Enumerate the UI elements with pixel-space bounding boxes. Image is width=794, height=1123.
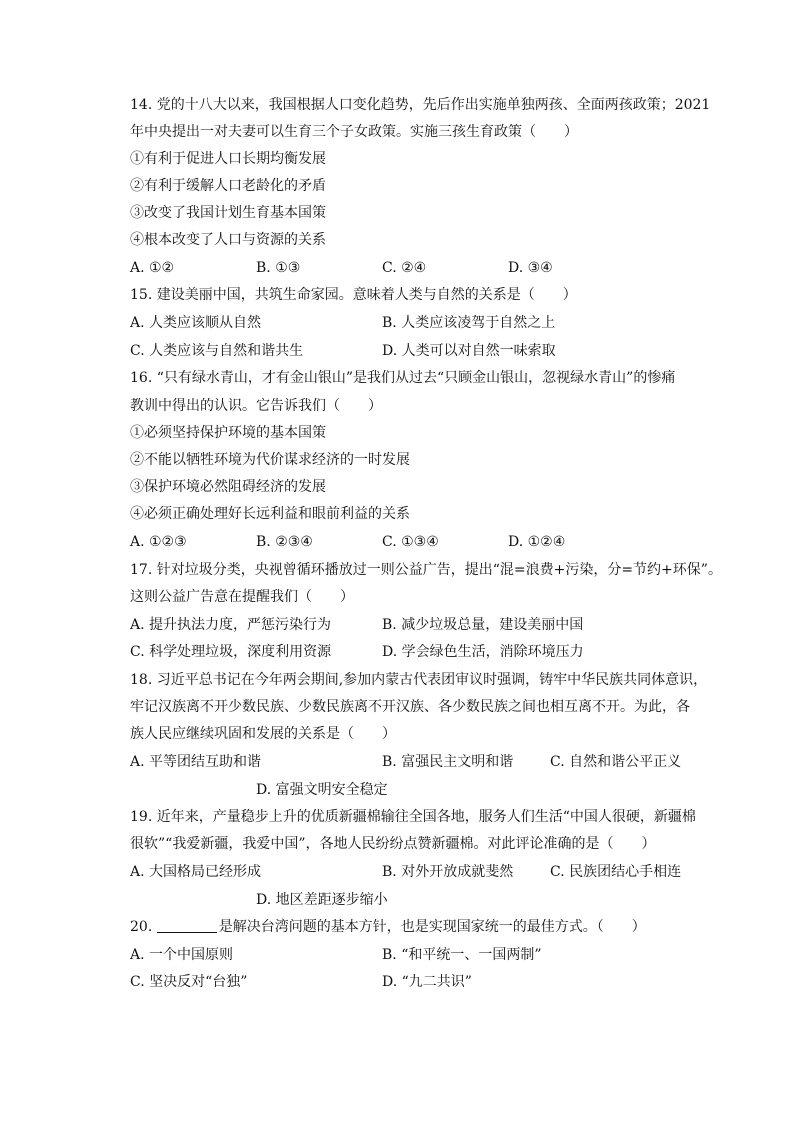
q19-option-d: D. 地区差距逐步缩小 <box>256 892 388 908</box>
q20-stem-line1 <box>130 917 646 937</box>
q14-option-d: D. ③④ <box>508 260 553 276</box>
q15-option-b: B. 人类应该凌驾于自然之上 <box>382 315 556 331</box>
q15-option-c: C. 人类应该与自然和谐共生 <box>130 343 304 359</box>
q20-option-c: C. 坚决反对“台独” <box>130 974 248 990</box>
q18-stem-line2: 牢记汉族离不开少数民族、少数民族离不开汉族、各少数民族之间也相互离不开。为此，各 <box>130 699 690 715</box>
q16-option-b: B. ②③④ <box>256 534 313 550</box>
q18-option-b: B. 富强民主文明和谐 <box>382 754 514 770</box>
q20-number: 20. <box>130 919 157 935</box>
q17-stem-line1: 17. 针对垃圾分类，央视曾循环播放过一则公益广告，提出“混=浪费+污染，分=节约+环保”。 <box>130 562 722 578</box>
q17-option-a: A. 提升执法力度，严惩污染行为 <box>130 617 332 633</box>
q14-item-1: ①有利于促进人口长期均衡发展 <box>130 151 326 167</box>
q14-option-b: B. ①③ <box>256 260 301 276</box>
q17-option-b: B. 减少垃圾总量，建设美丽中国 <box>382 617 584 633</box>
q18-option-c: C. 自然和谐公平正义 <box>550 754 682 770</box>
q17-stem-line2: 这则公益广告意在提醒我们（ ） <box>130 589 354 605</box>
q14-item-2: ②有利于缓解人口老龄化的矛盾 <box>130 178 326 194</box>
q16-item-4: ④必须正确处理好长远利益和眼前利益的关系 <box>130 506 410 522</box>
q20-option-a: A. 一个中国原则 <box>130 947 234 963</box>
q20-option-b: B. “和平统一、一国两制” <box>382 947 542 963</box>
q19-stem-line1: 19. 近年来，产量稳步上升的优质新疆棉输往全国各地，服务人们生活“中国人很硬，新疆棉 <box>130 809 696 825</box>
q16-stem-line1: 16. “只有绿水青山，才有金山银山”是我们从过去“只顾金山银山，忽视绿水青山”的惨痛 <box>130 370 676 386</box>
q14-option-c: C. ②④ <box>382 260 427 276</box>
q20-answer-blank <box>157 918 217 933</box>
q16-item-2: ②不能以牺牲环境为代价谋求经济的一时发展 <box>130 452 410 468</box>
q20-option-d: D. “九二共识” <box>382 974 472 990</box>
q15-stem-line1: 15. 建设美丽中国，共筑生命家园。意味着人类与自然的关系是（ ） <box>130 287 577 303</box>
q19-option-b: B. 对外开放成就斐然 <box>382 864 514 880</box>
q14-item-3: ③改变了我国计划生育基本国策 <box>130 205 326 221</box>
q16-option-d: D. ①②④ <box>508 534 566 550</box>
q14-option-a: A. ①② <box>130 260 175 276</box>
q16-option-c: C. ①③④ <box>382 534 439 550</box>
q20-stem-text: 是解决台湾问题的基本方针，也是实现国家统一的最佳方式。（ ） <box>218 919 646 935</box>
q19-stem-line2: 很软”“我爱新疆，我爱中国”，各地人民纷纷点赞新疆棉。对此评论准确的是（ ） <box>130 836 656 852</box>
q16-item-3: ③保护环境必然阻碍经济的发展 <box>130 479 326 495</box>
q17-option-d: D. 学会绿色生活，消除环境压力 <box>382 644 584 660</box>
q14-stem-line1: 14. 党的十八大以来，我国根据人口变化趋势，先后作出实施单独两孩、全面两孩政策；2021 <box>130 97 711 113</box>
q14-item-4: ④根本改变了人口与资源的关系 <box>130 232 326 248</box>
q18-option-a: A. 平等团结互助和谐 <box>130 754 262 770</box>
q16-item-1: ①必须坚持保护环境的基本国策 <box>130 425 326 441</box>
q19-option-c: C. 民族团结心手相连 <box>550 864 682 880</box>
q16-stem-line2: 教训中得出的认识。它告诉我们（ ） <box>130 398 382 414</box>
q15-option-a: A. 人类应该顺从自然 <box>130 315 262 331</box>
q18-stem-line1: 18. 习近平总书记在今年两会期间,参加内蒙古代表团审议时强调，铸牢中华民族共同体意识， <box>130 672 708 688</box>
q19-option-a: A. 大国格局已经形成 <box>130 864 262 880</box>
q16-option-a: A. ①②③ <box>130 534 187 550</box>
q14-stem-line2: 年中央提出一对夫妻可以生育三个子女政策。实施三孩生育政策（ ） <box>130 124 578 140</box>
q18-stem-line3: 族人民应继续巩固和发展的关系是（ ） <box>130 726 396 742</box>
q18-option-d: D. 富强文明安全稳定 <box>256 782 388 798</box>
q17-option-c: C. 科学处理垃圾，深度利用资源 <box>130 644 332 660</box>
q15-option-d: D. 人类可以对自然一味索取 <box>382 343 556 359</box>
